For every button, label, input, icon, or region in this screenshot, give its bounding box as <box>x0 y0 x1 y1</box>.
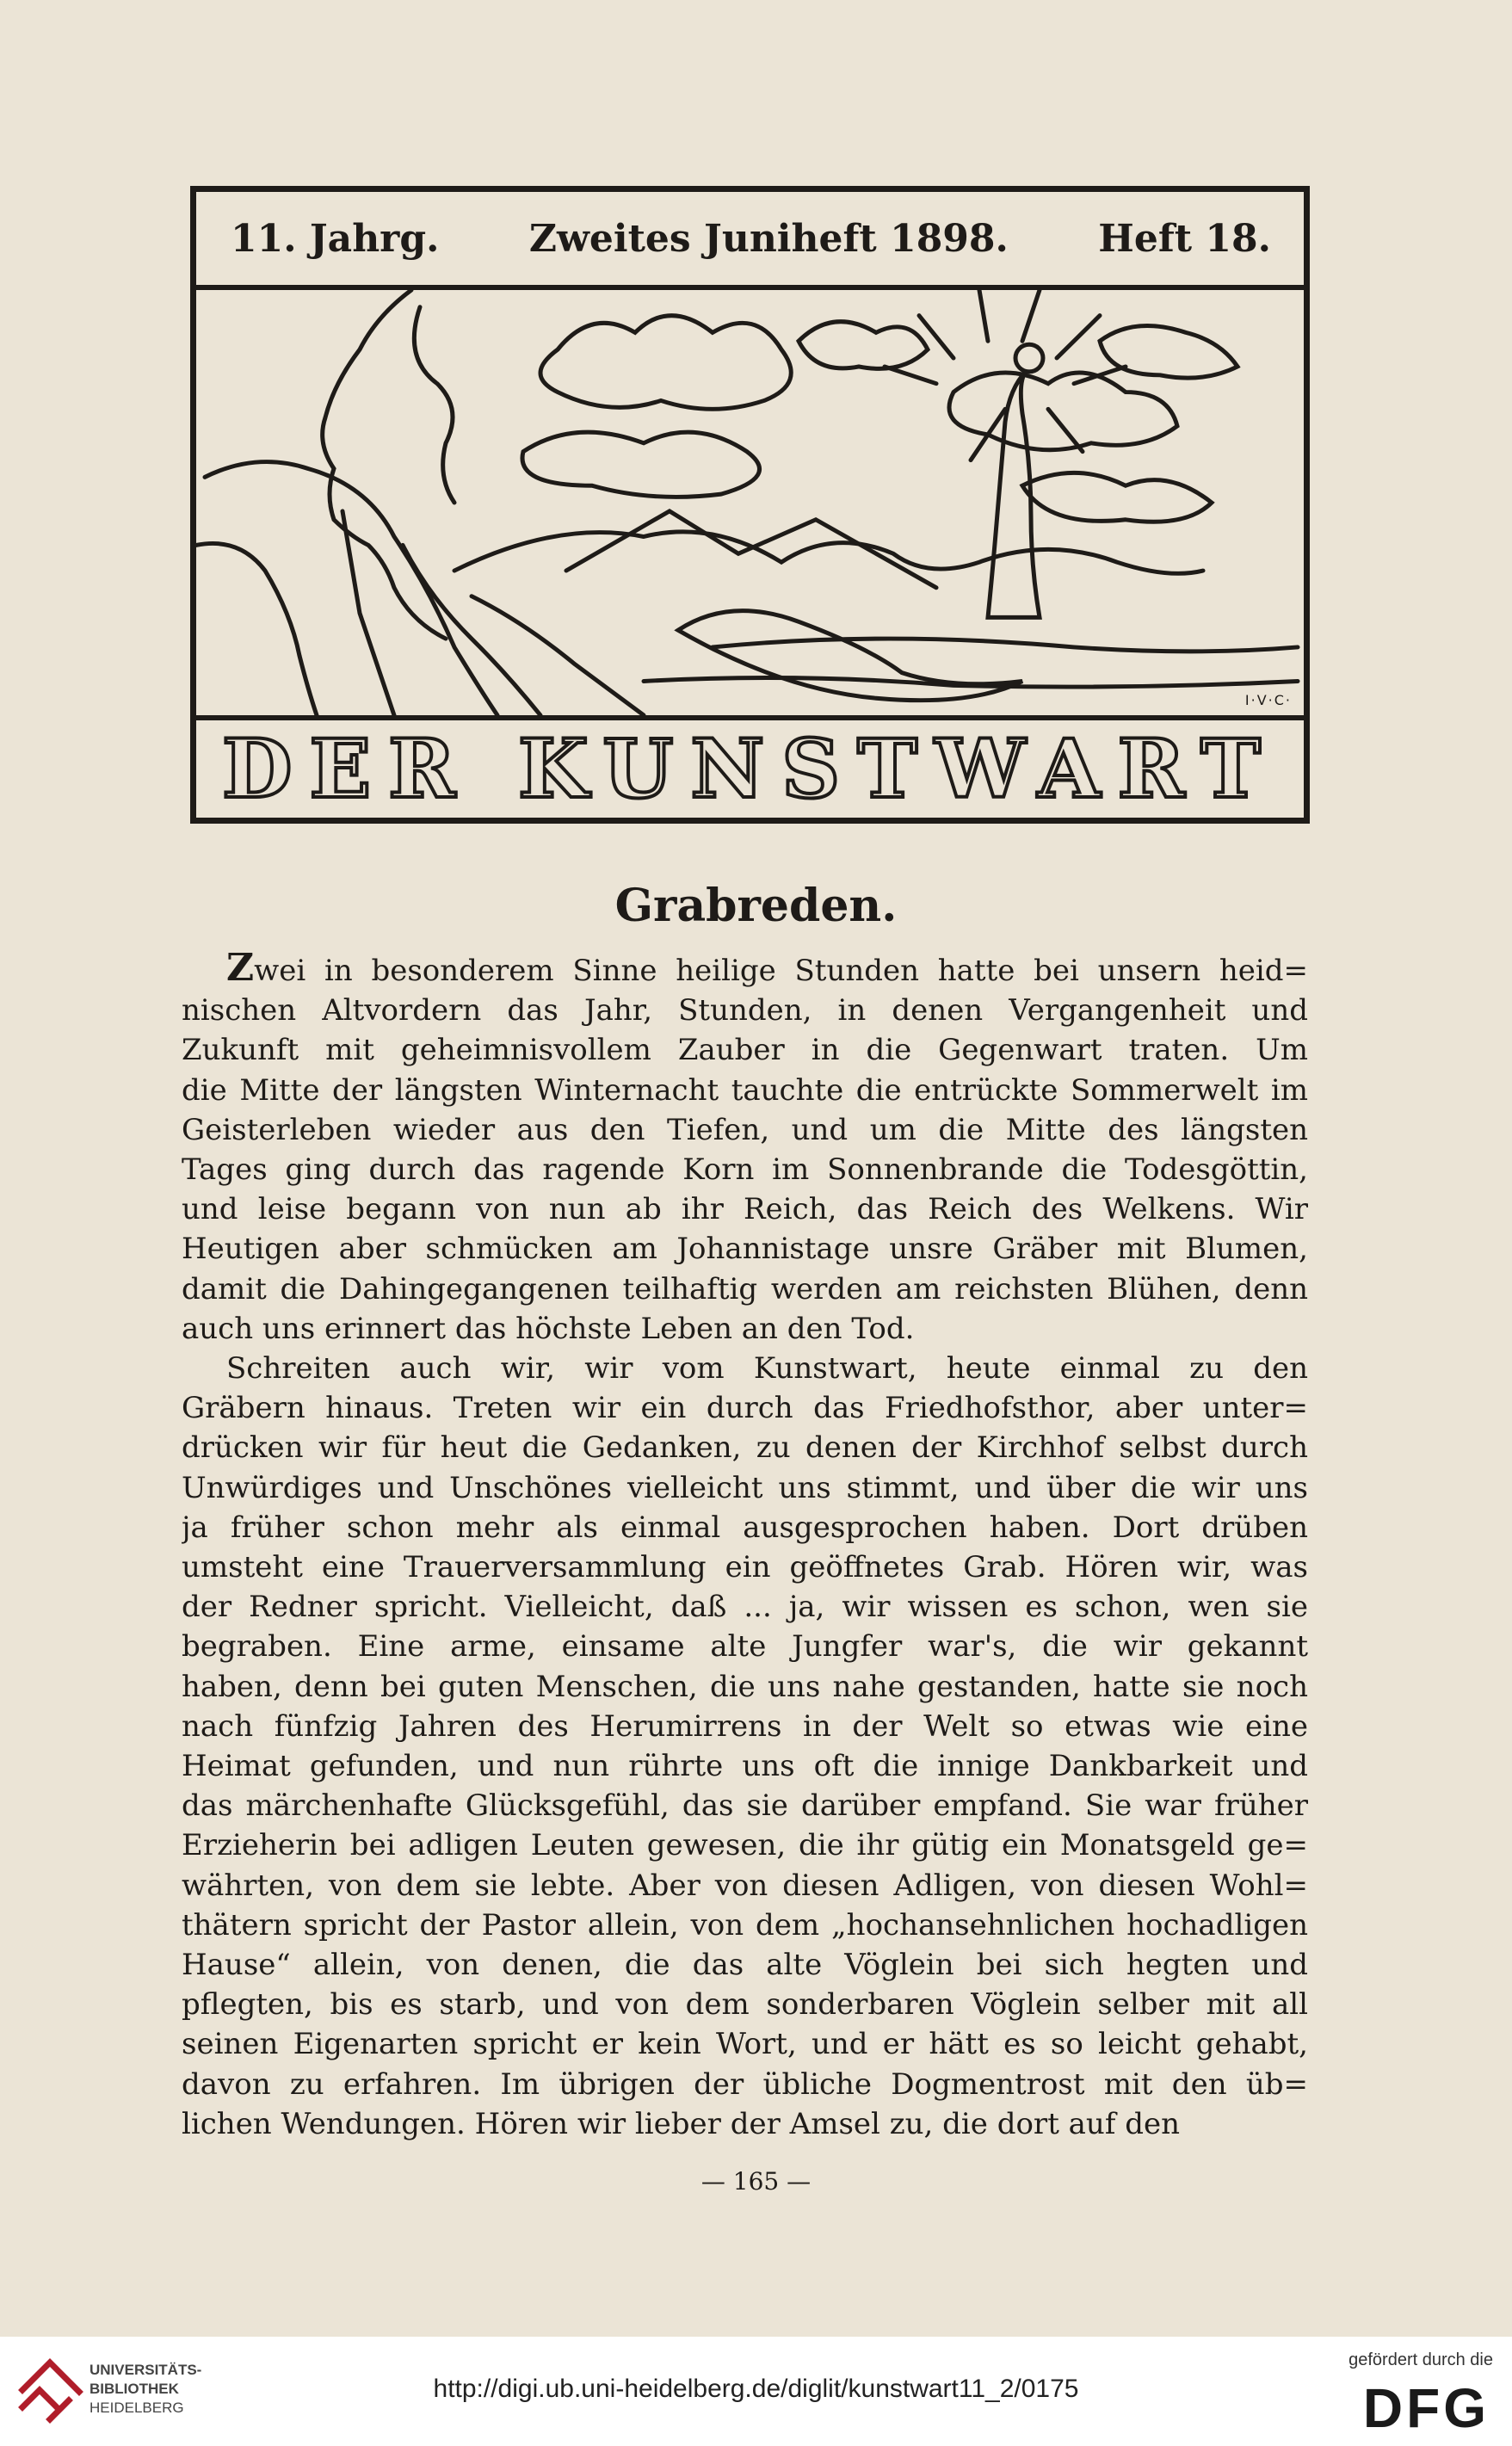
text-line: nischen Altvordern das Jahr, Stunden, in denen Vergangenheit und <box>182 993 1308 1028</box>
text-line: lichen Wendungen. Hören wir lieber der Amsel zu, die dort auf den <box>182 2106 1181 2141</box>
text-line: Zukunft mit geheimnisvollem Zauber in die Gegenwart traten. Um <box>182 1033 1308 1068</box>
text-line: die Mitte der längsten Winternacht tauchte die entrückte Sommerwelt im <box>182 1072 1308 1108</box>
article-paragraph <box>182 1349 1308 2144</box>
illustrator-monogram: I·V·C· <box>1244 692 1292 708</box>
text-line: drücken wir für heut die Gedanken, zu denen der Kirchhof selbst durch <box>182 1430 1308 1466</box>
dfg-logo: DFG <box>1362 2377 1490 2439</box>
journal-title: DER KUNSTWART <box>222 721 1278 817</box>
text-line: Hause“ allein, von denen, die das alte Vöglein bei sich hegten und <box>182 1948 1308 1983</box>
text-line: und leise begann von nun ab ihr Reich, das Reich des Welkens. Wir <box>182 1192 1308 1227</box>
text-line: auch uns erinnert das höchste Leben an den Tod. <box>182 1311 915 1346</box>
text-line: thätern spricht der Pastor allein, von dem „hochansehnlichen hochadligen <box>182 1907 1308 1943</box>
text-line: ja früher schon mehr als einmal ausgesprochen haben. Dort drüben <box>182 1510 1308 1545</box>
initial-letter: Z <box>226 948 255 990</box>
text-line: das märchenhafte Glücksgefühl, das sie darüber empfand. Sie war früher <box>182 1788 1308 1824</box>
article-title: Grabreden. <box>614 880 898 932</box>
issue-number: Heft 18. <box>1098 216 1271 261</box>
text-line: seinen Eigenarten spricht er kein Wort, und er hätt es so leicht gehabt, <box>182 2027 1308 2062</box>
institution-line-3: HEIDELBERG <box>89 2400 184 2416</box>
illustration-svg <box>196 290 1304 715</box>
text-line: pflegten, bis es starb, und von dem sonderbaren Vöglein selber mit all <box>182 1987 1308 2023</box>
institution-line-2: BIBLIOTHEK <box>89 2381 179 2397</box>
text-line: umsteht eine Trauerversammlung ein geöffnetes Grab. Hören wir, was <box>182 1550 1308 1585</box>
page-number: — 165 — <box>700 2167 812 2196</box>
text-line: haben, denn bei guten Menschen, die uns nahe gestanden, hatte sie noch <box>182 1669 1308 1704</box>
text-line: damit die Dahingegangenen teilhaftig werden am reichsten Blühen, denn <box>182 1271 1308 1306</box>
text-line: der Redner spricht. Vielleicht, daß ... ja, wir wissen es schon, wen sie <box>182 1590 1308 1625</box>
text-line: Zwei in besonderem Sinne heilige Stunden hatte bei unsern heid= <box>182 948 1308 991</box>
masthead-illustration <box>196 290 1304 720</box>
permalink-url[interactable]: http://digi.ub.uni-heidelberg.de/diglit/kunstwart11_2/0175 <box>433 2375 1079 2403</box>
text-line: währten, von dem sie lebte. Aber von diesen Adligen, von diesen Wohl= <box>182 1868 1308 1903</box>
text-line: begraben. Eine arme, einsame alte Jungfer war's, die wir gekannt <box>182 1629 1308 1665</box>
text-line: Heutigen aber schmücken am Johannistage unsre Gräber mit Blumen, <box>182 1232 1308 1267</box>
article-paragraph <box>182 948 1308 1349</box>
volume-label: 11. Jahrg. <box>231 216 440 261</box>
funded-by-label: gefördert durch die <box>1348 2350 1493 2369</box>
issue-date: Zweites Juniheft 1898. <box>528 216 1009 261</box>
text-line: Unwürdiges und Unschönes vielleicht uns stimmt, und über die wir uns <box>182 1470 1308 1505</box>
text-line: Schreiten auch wir, wir vom Kunstwart, heute einmal zu den <box>226 1351 1308 1387</box>
masthead <box>190 186 1310 824</box>
institution-line-1: UNIVERSITÄTS- <box>89 2362 202 2378</box>
text-line: Erzieherin bei adligen Leuten gewesen, die ihr gütig ein Monatsgeld ge= <box>182 1828 1308 1863</box>
text-line: Tages ging durch das ragende Korn im Sonnenbrande die Todesgöttin, <box>182 1152 1308 1188</box>
digitization-footer <box>0 2337 1512 2446</box>
masthead-header <box>196 192 1304 290</box>
text-line: nach fünfzig Jahren des Herumirrens in der Welt so etwas wie eine <box>182 1708 1308 1744</box>
text-line: Heimat gefunden, und nun rührte uns oft die innige Dankbarkeit und <box>182 1749 1308 1784</box>
article-body <box>182 948 1308 2144</box>
text-line: davon zu erfahren. Im übrigen der übliche Dogmentrost mit den üb= <box>182 2066 1308 2102</box>
text-line: Geisterleben wieder aus den Tiefen, und um die Mitte des längsten <box>182 1112 1308 1147</box>
text-line: Gräbern hinaus. Treten wir ein durch das Friedhofsthor, aber unter= <box>182 1391 1308 1426</box>
